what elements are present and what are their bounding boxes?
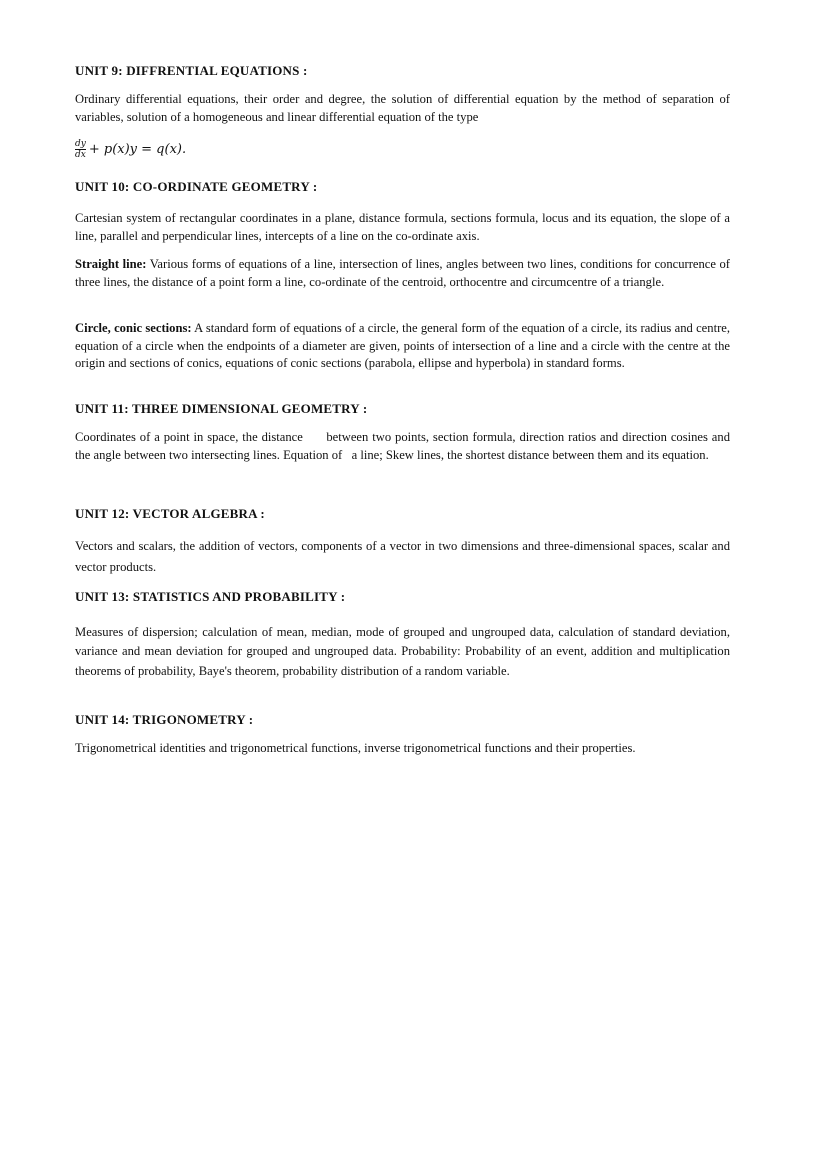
unit-10-heading: UNIT 10: CO-ORDINATE GEOMETRY : xyxy=(75,179,318,194)
straight-line-label: Straight line: xyxy=(75,257,147,271)
unit-13-text: Measures of dispersion; calculation of mean, median, mode of grouped and ungrouped data, calculation of standard deviation, variance and mean deviation for grouped and ungrouped data. Probability: Probability of an event, addition and multiplication theorems of probability, Baye's theorem, probability distribution of a random variable. xyxy=(75,625,730,678)
fraction xyxy=(75,139,86,160)
unit-9-heading xyxy=(75,62,730,80)
unit-14-heading: UNIT 14: TRIGONOMETRY : xyxy=(75,712,254,727)
unit-12-text: Vectors and scalars, the addition of vectors, components of a vector in two dimensions and three-dimensional spaces, scalar and vector products. xyxy=(75,539,730,574)
unit-12-heading: UNIT 12: VECTOR ALGEBRA : xyxy=(75,506,265,521)
numerator: dy xyxy=(75,139,86,149)
unit-11-heading: UNIT 11: THREE DIMENSIONAL GEOMETRY : xyxy=(75,401,368,416)
unit-13-heading: UNIT 13: STATISTICS AND PROBABILITY : xyxy=(75,589,346,604)
straight-line-paragraph xyxy=(75,256,730,291)
circle-label: Circle, conic sections: xyxy=(75,321,192,335)
unit-14-text: Trigonometrical identities and trigonometrical functions, inverse trigonometrical functions and their properties. xyxy=(75,741,636,755)
unit-11-text: Coordinates of a point in space, the distance between two points, section formula, direction ratios and direction cosines and the angle between two intersecting lines. Equation of a line; Skew lines, the shortest distance between them and its equation. xyxy=(75,430,734,462)
circle-paragraph xyxy=(75,320,730,373)
unit-10-text: Cartesian system of rectangular coordinates in a plane, distance formula, sections formula, locus and its equation, the slope of a line, parallel and perpendicular lines, intercepts of a line on the co-ordinate axis. xyxy=(75,211,730,243)
equation-rest: + p(x)y = q(x). xyxy=(88,142,187,157)
circle-text: A standard form of equations of a circle, the general form of the equation of a circle, its radius and centre, equation of a circle when the endpoints of a diameter are given, points of intersection of a line and a circle with the centre at the origin and sections of conics, equations of conic sections (parabola, ellipse and hyperbola) in standard forms. xyxy=(75,321,731,371)
denominator: dx xyxy=(75,150,86,160)
unit-9-text: Ordinary differential equations, their order and degree, the solution of differential equation by the method of separation of variables, solution of a homogeneous and linear differential equation of the type xyxy=(75,92,730,124)
heading: UNIT 9: DIFFRENTIAL EQUATIONS : xyxy=(75,63,308,78)
differential-equation xyxy=(75,139,730,160)
straight-line-text: Various forms of equations of a line, intersection of lines, angles between two lines, conditions for concurrence of three lines, the distance of a point form a line, co-ordinate of the centroid, orthocentre and circumcentre of a triangle. xyxy=(75,257,730,289)
